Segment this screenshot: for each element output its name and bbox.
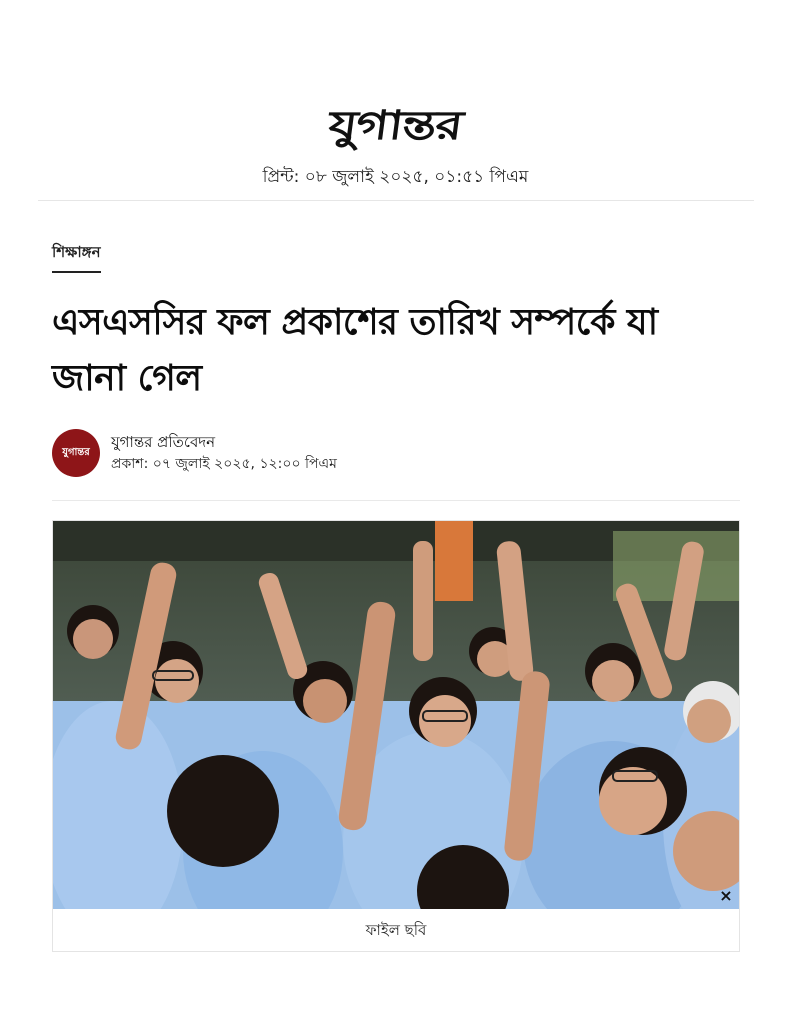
author-name: যুগান্তর প্রতিবেদন [111,433,216,451]
byline-divider [52,500,740,501]
masthead [0,100,791,152]
close-icon[interactable]: × [719,886,733,905]
byline-text [111,431,337,475]
article-headline: এসএসসির ফল প্রকাশের তারিখ সম্পর্কে যা জানা গেল [52,302,658,399]
category-label[interactable]: শিক্ষাঙ্গন [52,241,101,273]
article-figure [52,520,740,952]
image-caption: ফাইল ছবি [365,921,427,939]
article-photo [53,521,739,909]
site-logo[interactable]: যুগান্তর [325,102,466,149]
byline [52,428,337,478]
author-avatar: যুগান্তর [52,429,100,477]
students-celebrating-image [53,521,739,909]
print-timestamp: প্রিন্ট: ০৮ জুলাই ২০২৫, ০১:৫১ পিএম [262,167,529,187]
header-divider [38,200,754,201]
publish-date: প্রকাশ: ০৭ জুলাই ২০২৫, ১২:০০ পিএম [111,456,337,472]
